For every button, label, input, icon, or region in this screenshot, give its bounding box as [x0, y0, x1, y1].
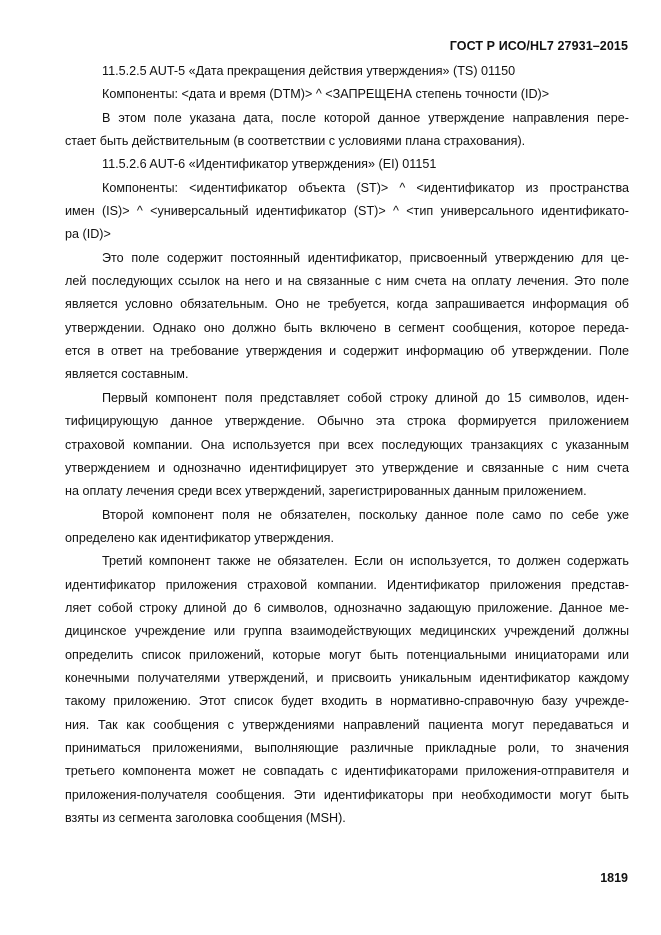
text-line: приложения-получателя сообщения. Эти идентификаторы при необходимости могут быть	[65, 787, 629, 802]
text-line: на оплату лечения среди всех утверждений, зарегистрированных данным приложением.	[65, 484, 587, 499]
text-line: ляет собой строку длиной до 6 символов, однозначно задающую приложение. Данное ме-	[65, 600, 629, 615]
text-line: лей последующих ссылок на него и на связанные с ним счета на оплату лечения. Это поле	[65, 274, 629, 289]
text-line: страховой компании. Она используется при всех последующих транзакциях с указанным	[65, 437, 629, 452]
text-line: стает быть действительным (в соответствии с условиями плана страхования).	[65, 134, 526, 149]
text-line: конечными получателями утверждений, и присвоить уникальным идентификатор каждому	[65, 670, 629, 685]
document-code-header: ГОСТ Р ИСО/HL7 27931–2015	[449, 39, 628, 53]
document-body	[65, 60, 629, 830]
page-number: 1819	[600, 871, 628, 885]
text-line: имен (IS)> ^ <универсальный идентификатор (ST)> ^ <тип универсального идентификато-	[65, 204, 629, 219]
text-line: является составным.	[65, 367, 189, 382]
text-line: взяты из сегмента заголовка сообщения (MSH).	[65, 811, 346, 825]
text-line: дицинское учреждение или группа взаимодействующих медицинских учреждений должны	[65, 624, 629, 639]
text-line: утверждением и однозначно идентифицирует это утверждение и связанные с ним счета	[65, 460, 629, 475]
text-line: Компоненты: <дата и время (DTM)> ^ <ЗАПРЕЩЕНА степень точности (ID)>	[102, 87, 550, 102]
text-line: Третий компонент также не обязателен. Если он используется, то должен содержать	[102, 554, 629, 569]
section-heading-aut5: 11.5.2.5 AUT-5 «Дата прекращения действия утверждения» (TS) 01150	[102, 64, 516, 78]
text-line: Компоненты: <идентификатор объекта (ST)> ^ <идентификатор из пространства	[102, 180, 629, 195]
text-line: Первый компонент поля представляет собой строку длиной до 15 символов, иден-	[102, 390, 629, 405]
text-line: утверждении. Однако оно должно быть включено в сегмент сообщения, которое переда-	[65, 320, 629, 335]
text-line: определено как идентификатор утверждения.	[65, 530, 334, 545]
text-line: приниматься приложениями, выполняющие различные прикладные роли, то значения	[65, 740, 629, 755]
section-heading-aut6: 11.5.2.6 AUT-6 «Идентификатор утверждения» (EI) 01151	[102, 157, 437, 172]
text-line: В этом поле указана дата, после которой данное утверждение направления пере-	[102, 110, 629, 125]
text-line: является условно обязательным. Оно не требуется, когда запрашивается информация об	[65, 297, 629, 312]
text-line: ния. Так как сообщения с утверждениями направлений пациента могут передаваться и	[65, 717, 629, 732]
text-line: третьего компонента может не совпадать с идентификаторами приложения-отправителя и	[65, 764, 629, 779]
text-line: определить список приложений, которые могут быть потенциальными инициаторами или	[65, 647, 629, 662]
text-line: ра (ID)>	[65, 227, 111, 242]
text-line: идентификатор приложения страховой компании. Идентификатор приложения представ-	[65, 577, 629, 592]
text-line: Второй компонент поля не обязателен, поскольку данное поле само по себе уже	[102, 507, 629, 522]
text-line: ется в ответ на требование утверждения и содержит информацию об утверждении. Поле	[65, 344, 629, 359]
text-line: тифицирующую данное утверждение. Обычно эта строка формируется приложением	[65, 414, 629, 429]
text-line: такому приложению. Этот список будет входить в нормативно-справочную базу учрежде-	[65, 694, 629, 709]
text-line: Это поле содержит постоянный идентификатор, присвоенный утверждению для це-	[102, 250, 629, 265]
